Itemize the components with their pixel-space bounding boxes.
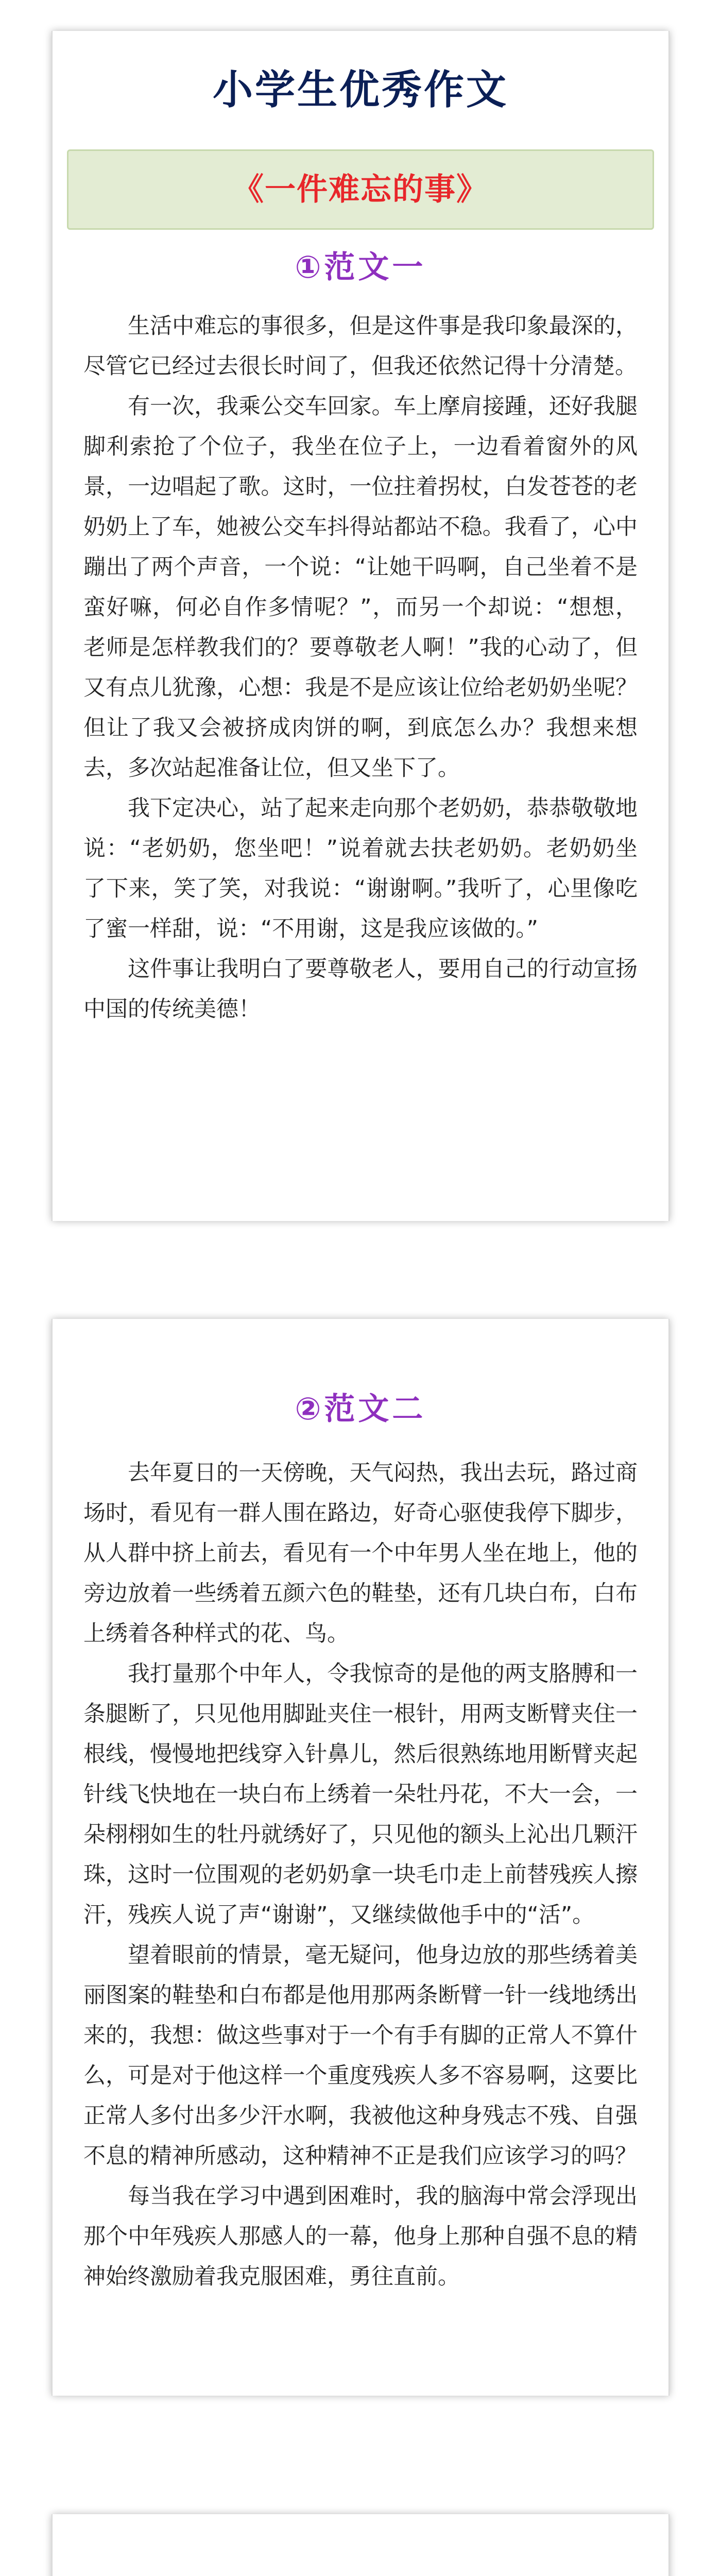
essay-1-paragraph-4: 这件事让我明白了要尊敬老人，要用自己的行动宣扬中国的传统美德！: [83, 956, 638, 1022]
essay-1-paragraph-2: 有一次，我乘公交车回家。车上摩肩接踵，还好我腿脚利索抢了个位子，我坐在位子上，一边看着窗外的风景，一边唱起了歌。这时，一位拄着拐杖，白发苍苍的老奶奶上了车，她被公交车抖得站都站不稳。我看了，心中蹦出了两个声音，一个说：“让她干吗啊，自己坐着不是蛮好嘛，何必自作多情呢？”，而另一个却说：“想想，老师是怎样教我们的？要尊敬老人啊！”我的心动了，但又有点儿犹豫，心想：我是不是应该让位给老奶奶坐呢？但让了我又会被挤成肉饼的啊，到底怎么办？我想来想去，多次站起准备让位，但又坐下了。: [83, 394, 638, 781]
essay-2-paragraph-2: 我打量那个中年人，令我惊奇的是他的两支胳膊和一条腿断了，只见他用脚趾夹住一根针，用两支断臂夹住一根线，慢慢地把线穿入针鼻儿，然后很熟练地用断臂夹起针线飞快地在一块白布上绣着一朵牡丹花，不大一会，一朵栩栩如生的牡丹就绣好了，只见他的额头上沁出几颗汗珠，这时一位围观的老奶奶拿一块毛巾走上前替残疾人擦汗，残疾人说了声“谢谢”，又继续做他手中的“活”。: [83, 1661, 638, 1928]
essay-2-paragraph-4: 每当我在学习中遇到困难时，我的脑海中常会浮现出那个中年残疾人那感人的一幕，他身上那种自强不息的精神始终激励着我克服困难，勇往直前。: [83, 2183, 638, 2290]
essay-card-1: [52, 31, 670, 1221]
essay-1-paragraph-1: 生活中难忘的事很多，但是这件事是我印象最深的，尽管它已经过去很长时间了，但我还依然记得十分清楚。: [83, 313, 638, 379]
page-title: 小学生优秀作文: [212, 67, 508, 113]
essay-card-3: [52, 2514, 670, 2576]
essay-topic-banner: 《一件难忘的事》: [67, 149, 654, 230]
essay-1-paragraph-3: 我下定决心，站了起来走向那个老奶奶，恭恭敬敬地说：“老奶奶，您坐吧！”说着就去扶老奶奶。老奶奶坐了下来，笑了笑，对我说：“谢谢啊。”我听了，心里像吃了蜜一样甜，说：“不用谢，这是我应该做的。”: [83, 795, 638, 942]
essay-2-paragraph-1: 去年夏日的一天傍晚，天气闷热，我出去玩，路过商场时，看见有一群人围在路边，好奇心驱使我停下脚步，从人群中挤上前去，看见有一个中年男人坐在地上，他的旁边放着一些绣着五颜六色的鞋垫，还有几块白布，白布上绣着各种样式的花、鸟。: [83, 1460, 638, 1647]
essay-1-heading: ①范文一: [295, 249, 426, 285]
essay-2-body: [53, 1453, 668, 2297]
essay-1-body: [53, 306, 668, 1029]
essay-card-2: [52, 1319, 670, 2396]
essay-2-heading: ②范文二: [295, 1391, 426, 1427]
essay-2-paragraph-3: 望着眼前的情景，毫无疑问，他身边放的那些绣着美丽图案的鞋垫和白布都是他用那两条断臂一针一线地绣出来的，我想：做这些事对于一个有手有脚的正常人不算什么，可是对于他这样一个重度残疾人多不容易啊，这要比正常人多付出多少汗水啊，我被他这种身残志不残、自强不息的精神所感动，这种精神不正是我们应该学习的吗？: [83, 1942, 638, 2169]
